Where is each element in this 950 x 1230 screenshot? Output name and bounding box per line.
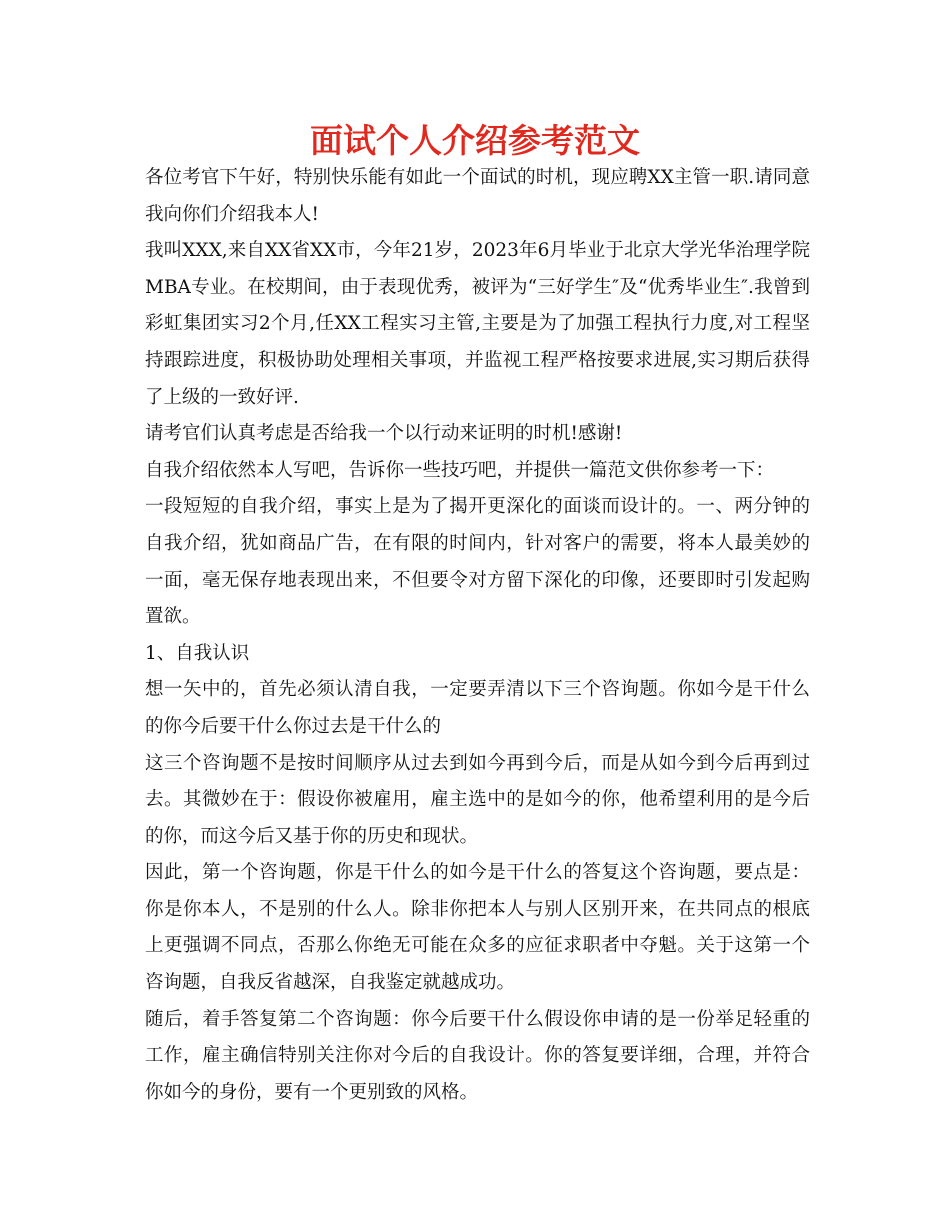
document-title: 面试个人介绍参考范文 [310, 121, 640, 160]
paragraph-self-intro-purpose: 一段短短的自我介绍，事实上是为了揭开更深化的面谈而设计的。一、两分钟的自我介绍，犹如商品广告，在有限的时间内，针对客户的需要，将本人最美妙的一面，毫无保存地表现出来，不但要令对方留下深化的印像，还要即时引发起购置欲。 [145, 496, 810, 628]
paragraph-first-question: 因此，第一个咨询题，你是干什么的如今是干什么的答复这个咨询题，要点是：你是你本人，不是别的什么人。除非你把本人与别人区别开来，在共同点的根底上更强调不同点，否那么你绝无可能在众多的应征求职者中夺魁。关于这第一个咨询题，自我反省越深，自我鉴定就越成功。 [145, 862, 810, 994]
paragraph-question-order: 这三个咨询题不是按时间顺序从过去到如今再到今后，而是从如今到今后再到过去。其微妙在于：假设你被雇用，雇主选中的是如今的你，他希望利用的是今后的你，而这今后又基于你的历史和现状。 [145, 752, 810, 847]
paragraph-tips-intro: 自我介绍依然本人写吧，告诉你一些技巧吧，并提供一篇范文供你参考一下： [145, 459, 775, 481]
section-heading-self-awareness: 1、自我认识 [145, 642, 250, 664]
paragraph-request: 请考官们认真考虑是否给我一个以行动来证明的时机!感谢! [145, 423, 623, 445]
document-body [145, 160, 810, 1111]
paragraph-three-questions: 想一矢中的，首先必须认清自我，一定要弄清以下三个咨询题。你如今是干什么的你今后要干什么你过去是干什么的 [145, 679, 810, 737]
paragraph-background: 我叫XXX,来自XX省XX市，今年21岁，2023年6月毕业于北京大学光华治理学院MBA专业。在校期间，由于表现优秀，被评为“三好学生″及“优秀毕业生″.我曾到彩虹集团实习2个月,任XX工程实习主管,主要是为了加强工程执行力度,对工程坚持跟踪进度，积极协助处理相关事项，并监视工程严格按要求进展,实习期后获得了上级的一致好评. [145, 240, 810, 408]
paragraph-greeting: 各位考官下午好，特别快乐能有如此一个面试的时机，现应聘XX主管一职.请同意我向你们介绍我本人! [145, 167, 810, 225]
paragraph-second-question: 随后，着手答复第二个咨询题：你今后要干什么假设你申请的是一份举足轻重的工作，雇主确信特别关注你对今后的自我设计。你的答复要详细，合理，并符合你如今的身份，要有一个更别致的风格。 [145, 1008, 810, 1103]
